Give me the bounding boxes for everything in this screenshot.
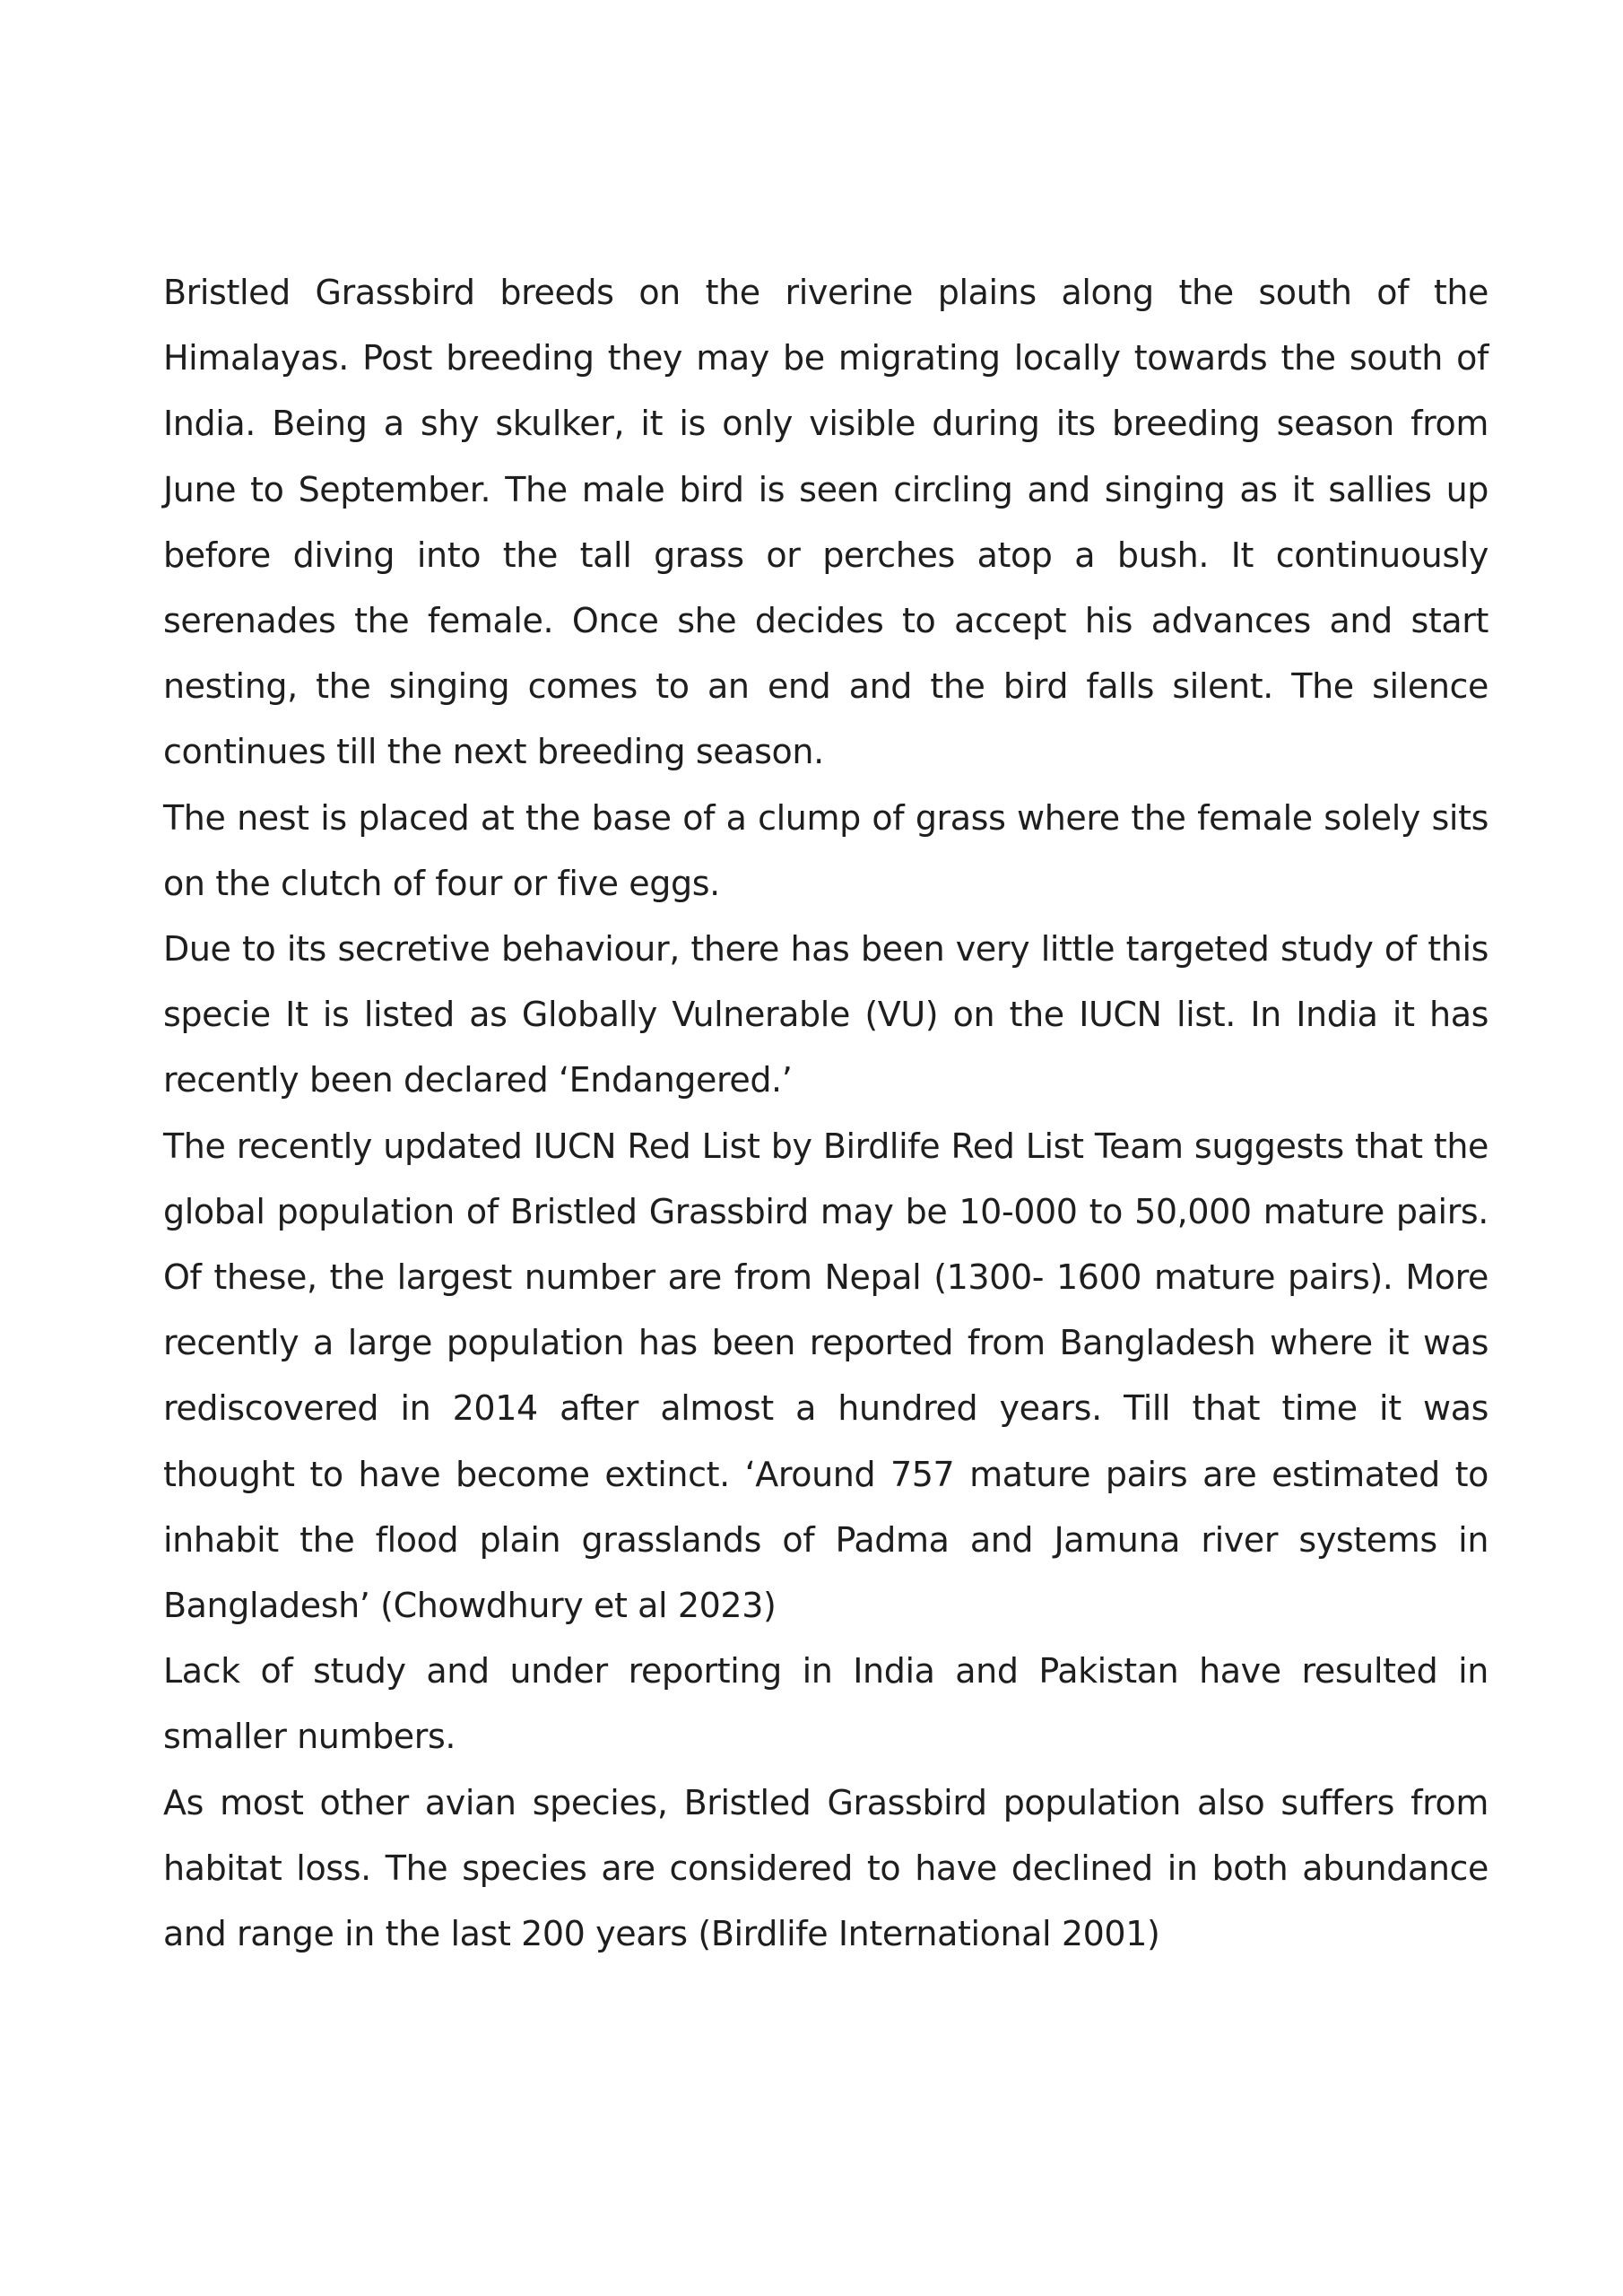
paragraph-population: The recently updated IUCN Red List by Birdlife Red List Team suggests that the global population of Bristled Grassbird may be 10-000 to 50,000 mature pairs. Of these, the largest number are from Nepal (1300- 1600 mature pairs). More recently a large population has been reported from Bangladesh where it was rediscovered in 2014 after almost a hundred years. Till that time it was thought to have become extinct. ‘Around 757 mature pairs are estimated to inhabit the flood plain grasslands of Padma and Jamuna river systems in Bangladesh’ (Chowdhury et al 2023) (163, 1126, 1488, 1626)
paragraph-habitat-loss: As most other avian species, Bristled Grassbird population also suffers from habitat loss. The species are considered to have declined in both abundance and range in the last 200 years (Birdlife International 2001) (163, 1782, 1488, 1954)
body-text (163, 260, 1488, 1967)
paragraph-breeding: Bristled Grassbird breeds on the riverine plains along the south of the Himalayas. Post breeding they may be migrating locally towards the south of India. Being a shy skulker, it is only visible during its breeding season from June to September. The male bird is seen circling and singing as it sallies up before diving into the tall grass or perches atop a bush. It continuously serenades the female. Once she decides to accept his advances and start nesting, the singing comes to an end and the bird falls silent. The silence continues till the next breeding season. (163, 273, 1488, 772)
paragraph-nest: The nest is placed at the base of a clump of grass where the female solely sits on the clutch of four or five eggs. (163, 797, 1488, 903)
paragraph-lack-of-study: Lack of study and under reporting in India and Pakistan have resulted in smaller numbers. (163, 1651, 1488, 1757)
paragraph-conservation-status: Due to its secretive behaviour, there has been very little targeted study of this specie It is listed as Globally Vulnerable (VU) on the IUCN list. In India it has recently been declared ‘Endangered.’ (163, 929, 1488, 1100)
